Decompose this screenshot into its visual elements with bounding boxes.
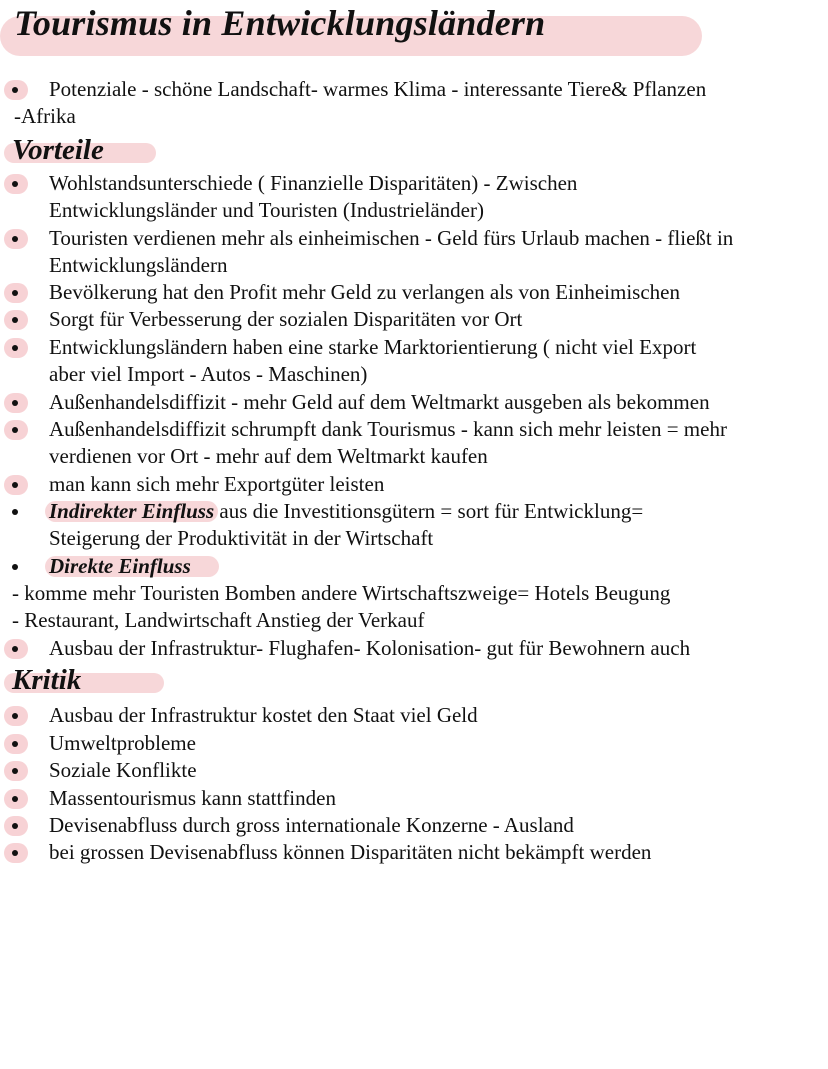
bullet-icon bbox=[12, 317, 18, 323]
list-item: Außenhandelsdiffizit schrumpft dank Tourismus - kann sich mehr leisten = mehr verdienen vor Ort - mehr auf dem Weltmarkt kaufen bbox=[0, 416, 828, 470]
list-item: Außenhandelsdiffizit - mehr Geld auf dem Weltmarkt ausgeben als bekommen bbox=[0, 389, 828, 416]
list-item: Ausbau der Infrastruktur- Flughafen- Kolonisation- gut für Bewohnern auch bbox=[0, 635, 828, 662]
bullet-icon bbox=[12, 400, 18, 406]
section-heading-kritik: Kritik bbox=[12, 664, 82, 696]
list-item: Soziale Konflikte bbox=[0, 757, 828, 784]
bullet-icon bbox=[12, 823, 18, 829]
bullet-icon bbox=[12, 796, 18, 802]
bullet-icon bbox=[12, 181, 18, 187]
list-item bbox=[0, 553, 828, 580]
list-item: Wohlstandsunterschiede ( Finanzielle Disparitäten) - Zwischen Entwicklungsländer und Touristen (Industrieländer) bbox=[0, 170, 828, 224]
bullet-icon bbox=[12, 646, 18, 652]
list-item: Bevölkerung hat den Profit mehr Geld zu verlangen als von Einheimischen bbox=[0, 279, 828, 306]
bullet-icon bbox=[12, 345, 18, 351]
list-item: Massentourismus kann stattfinden bbox=[0, 785, 828, 812]
list-item: Ausbau der Infrastruktur kostet den Staat viel Geld bbox=[0, 702, 828, 729]
bullet-icon bbox=[12, 290, 18, 296]
list-item: man kann sich mehr Exportgüter leisten bbox=[0, 471, 828, 498]
list-item: Sorgt für Verbesserung der sozialen Disparitäten vor Ort bbox=[0, 306, 828, 333]
bullet-icon bbox=[12, 564, 18, 570]
list-item: bei grossen Devisenabfluss können Disparitäten nicht bekämpft werden bbox=[0, 839, 828, 866]
list-item: Entwicklungsländern haben eine starke Marktorientierung ( nicht viel Export aber viel Import - Autos - Maschinen) bbox=[0, 334, 828, 388]
bullet-icon bbox=[12, 741, 18, 747]
bullet-icon bbox=[12, 87, 18, 93]
bullet-icon bbox=[12, 768, 18, 774]
bullet-icon bbox=[12, 713, 18, 719]
page-title: Tourismus in Entwicklungsländern bbox=[14, 3, 546, 43]
list-item: Touristen verdienen mehr als einheimischen - Geld fürs Urlaub machen - fließt in Entwicklungsländern bbox=[0, 225, 828, 279]
intro-bullet: Potenziale - schöne Landschaft- warmes Klima - interessante Tiere& Pflanzen bbox=[0, 76, 828, 103]
list-item: Devisenabfluss durch gross internationale Konzerne - Ausland bbox=[0, 812, 828, 839]
bullet-icon bbox=[12, 482, 18, 488]
emphasis-direkte-einfluss: Direkte Einfluss bbox=[49, 554, 191, 578]
section-heading-vorteile: Vorteile bbox=[12, 134, 104, 166]
bullet-icon bbox=[12, 427, 18, 433]
bullet-icon bbox=[12, 509, 18, 515]
bullet-icon bbox=[12, 850, 18, 856]
intro-line-afrika: -Afrika bbox=[14, 104, 76, 128]
list-item: Umweltprobleme bbox=[0, 730, 828, 757]
dash-line: - komme mehr Touristen Bomben andere Wirtschaftszweige= Hotels Beugung bbox=[12, 581, 671, 605]
bullet-icon bbox=[12, 236, 18, 242]
dash-line: - Restaurant, Landwirtschaft Anstieg der Verkauf bbox=[12, 608, 425, 632]
emphasis-indirekter-einfluss: Indirekter Einfluss bbox=[49, 499, 214, 523]
list-item: Indirekter Einfluss aus die Investitionsgütern = sort für Entwicklung= Steigerung der Produktivität in der Wirtschaft bbox=[0, 498, 828, 552]
